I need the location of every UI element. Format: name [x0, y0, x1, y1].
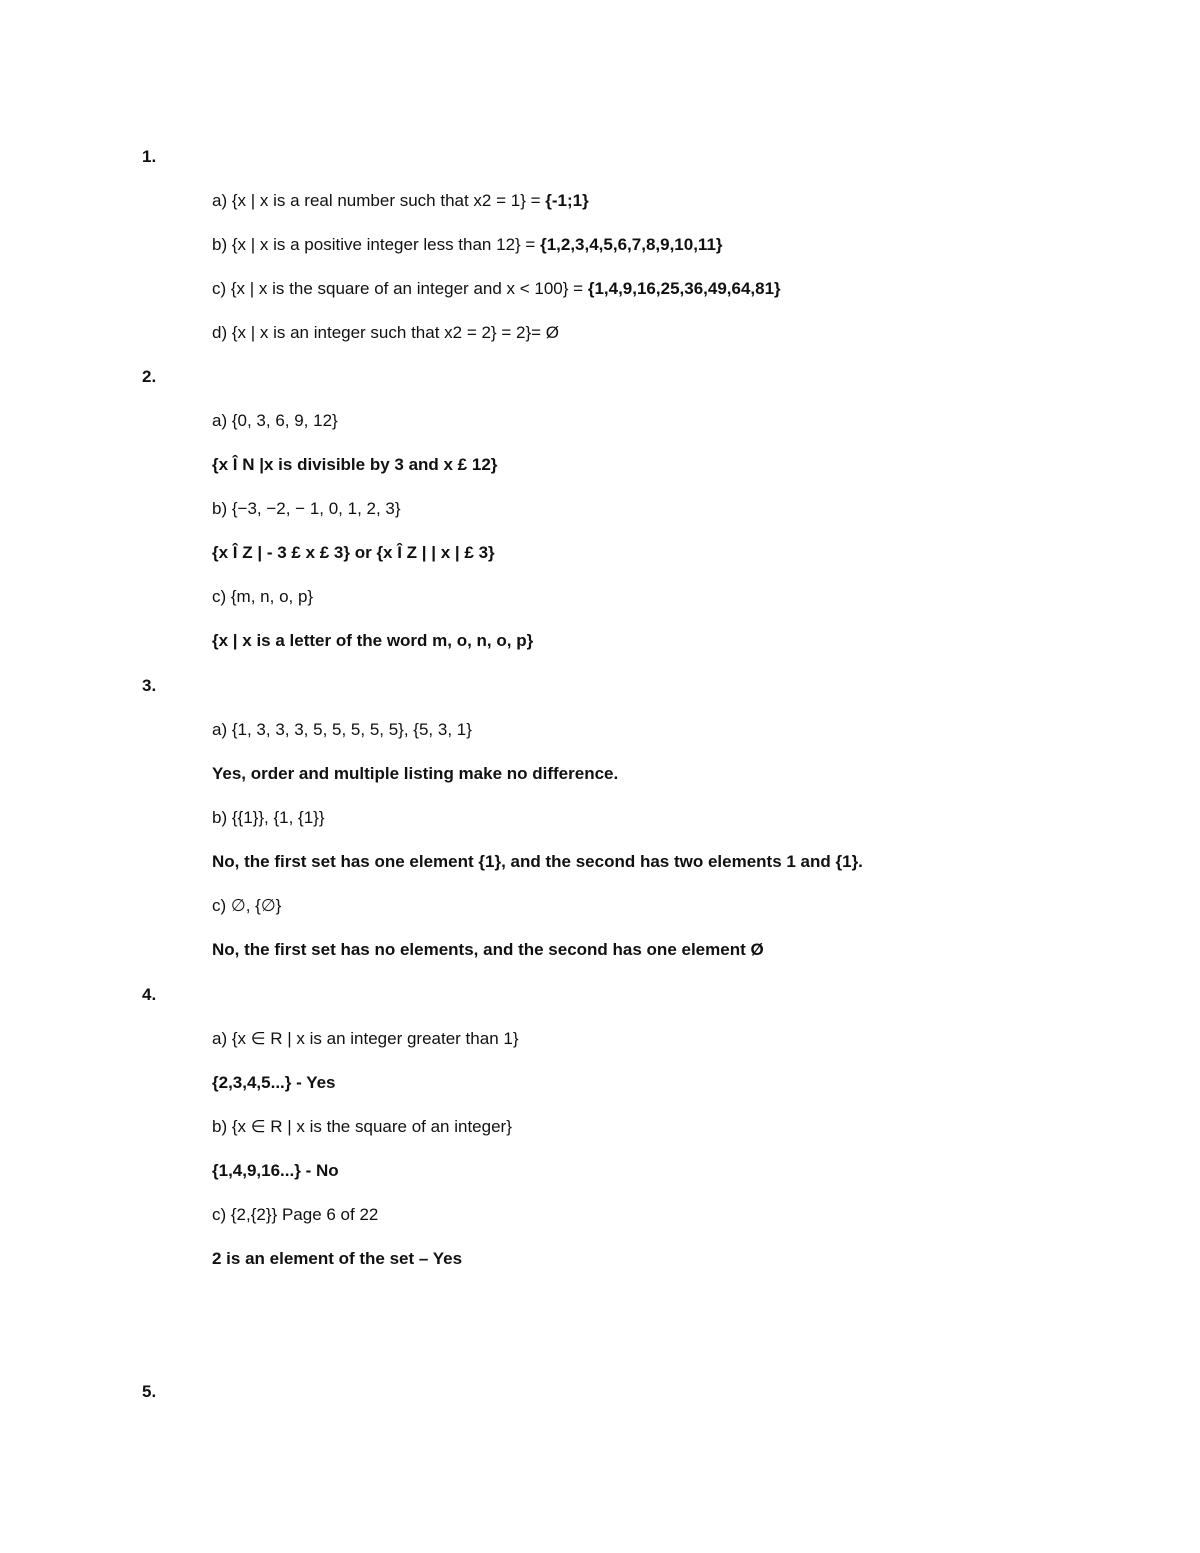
question-5-number: 5. [142, 1382, 157, 1401]
question-1a-answer: {-1;1} [545, 191, 589, 210]
question-1c-answer: {1,4,9,16,25,36,49,64,81} [587, 279, 781, 298]
question-3a-text: a) {1, 3, 3, 3, 5, 5, 5, 5, 5}, {5, 3, 1} [212, 720, 472, 739]
question-1c-text: c) {x | x is the square of an integer and x < 100} = [212, 279, 588, 298]
question-1b-answer: {1,2,3,4,5,6,7,8,9,10,11} [540, 235, 723, 254]
question-3b-text: b) {{1}}, {1, {1}} [212, 808, 325, 827]
question-3c-answer: No, the first set has no elements, and the second has one element Ø [212, 940, 764, 959]
question-1b-text: b) {x | x is a positive integer less than 12} = [212, 235, 541, 254]
question-4c-text: c) {2,{2}} Page 6 of 22 [212, 1205, 379, 1224]
question-1b [212, 235, 723, 255]
question-1a [212, 191, 589, 211]
question-3a-answer: Yes, order and multiple listing make no difference. [212, 764, 619, 783]
question-1-number: 1. [142, 147, 157, 166]
question-3b-answer: No, the first set has one element {1}, and the second has two elements 1 and {1}. [212, 852, 863, 871]
question-4a-answer: {2,3,4,5...} - Yes [212, 1073, 336, 1092]
question-1c [212, 279, 781, 299]
question-4c-answer: 2 is an element of the set – Yes [212, 1249, 463, 1268]
question-4b-text: b) {x ∈ R | x is the square of an integer} [212, 1117, 512, 1136]
question-3c-text: c) ∅, {∅} [212, 896, 282, 915]
question-1a-text: a) {x | x is a real number such that x2 = 1} = [212, 191, 546, 210]
question-2b-text: b) {−3, −2, − 1, 0, 1, 2, 3} [212, 499, 401, 518]
question-2-number: 2. [142, 367, 157, 386]
question-4b-answer: {1,4,9,16...} - No [212, 1161, 339, 1180]
question-2c-text: c) {m, n, o, p} [212, 587, 314, 606]
question-4a-text: a) {x ∈ R | x is an integer greater than 1} [212, 1029, 519, 1048]
question-2a-text: a) {0, 3, 6, 9, 12} [212, 411, 338, 430]
question-2a-answer: {x Î N |x is divisible by 3 and x £ 12} [212, 455, 498, 474]
question-1d: d) {x | x is an integer such that x2 = 2} = 2}= Ø [212, 323, 559, 342]
question-4-number: 4. [142, 985, 157, 1004]
question-3-number: 3. [142, 676, 157, 695]
question-2c-answer: {x | x is a letter of the word m, o, n, o, p} [212, 631, 534, 650]
question-2b-answer: {x Î Z | - 3 £ x £ 3} or {x Î Z | | x | £ 3} [212, 543, 495, 562]
